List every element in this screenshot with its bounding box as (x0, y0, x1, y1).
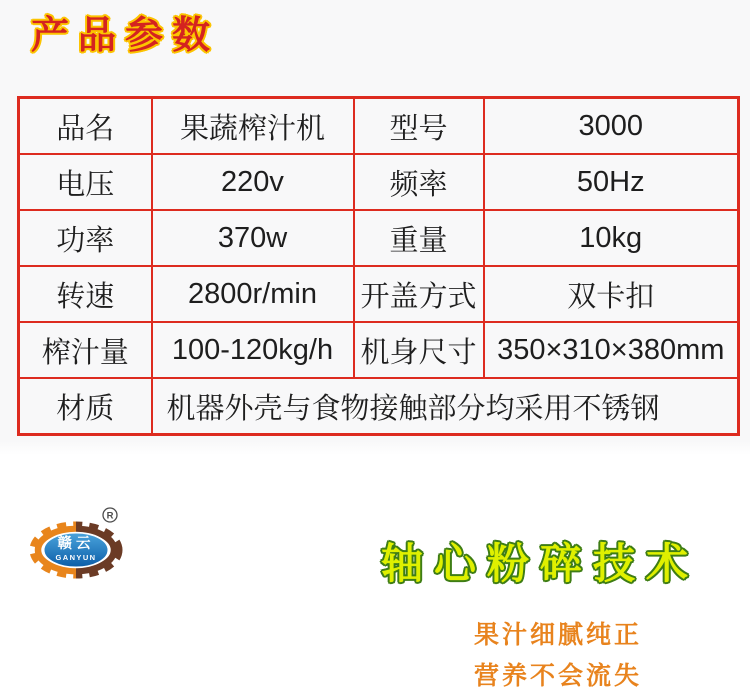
spec-label-body-dimensions: 机身尺寸 (354, 322, 484, 378)
brand-logo (28, 503, 143, 593)
table-row (19, 378, 739, 435)
spec-label-material: 材质 (19, 378, 152, 435)
spec-value-power: 370w (152, 210, 354, 266)
tech-headline: 轴心粉碎技术 (381, 540, 700, 587)
spec-value-material: 机器外壳与食物接触部分均采用不锈钢 (152, 378, 739, 435)
spec-label-rotation-speed: 转速 (19, 266, 152, 322)
spec-label-voltage: 电压 (19, 154, 152, 210)
spec-value-juice-output: 100-120kg/h (152, 322, 354, 378)
brand-logo-graphic (28, 503, 143, 593)
spec-label-model: 型号 (354, 98, 484, 155)
brand-name-cn: 赣云 (57, 536, 95, 552)
spec-label-lid-open-type: 开盖方式 (354, 266, 484, 322)
spec-label-frequency: 频率 (354, 154, 484, 210)
slogan-line-2: 营养不会流失 (474, 663, 643, 690)
spec-label-product-name: 品名 (19, 98, 152, 155)
spec-label-juice-output: 榨汁量 (19, 322, 152, 378)
table-row (19, 322, 739, 378)
registered-mark-letter: R (106, 510, 114, 522)
spec-value-product-name: 果蔬榨汁机 (152, 98, 354, 155)
spec-label-weight: 重量 (354, 210, 484, 266)
spec-value-voltage: 220v (152, 154, 354, 210)
page-title: 产品参数 (31, 15, 220, 57)
table-row (19, 154, 739, 210)
table-row (19, 210, 739, 266)
spec-label-power: 功率 (19, 210, 152, 266)
spec-value-frequency: 50Hz (484, 154, 739, 210)
slogan-line-1: 果汁细腻纯正 (474, 622, 643, 649)
spec-value-body-dimensions: 350×310×380mm (484, 322, 739, 378)
spec-value-rotation-speed: 2800r/min (152, 266, 354, 322)
spec-value-lid-open-type: 双卡扣 (484, 266, 739, 322)
table-row (19, 266, 739, 322)
spec-table (17, 96, 740, 436)
spec-value-model: 3000 (484, 98, 739, 155)
spec-value-weight: 10kg (484, 210, 739, 266)
brand-name-en: GANYUN (55, 553, 97, 562)
table-row (19, 98, 739, 155)
